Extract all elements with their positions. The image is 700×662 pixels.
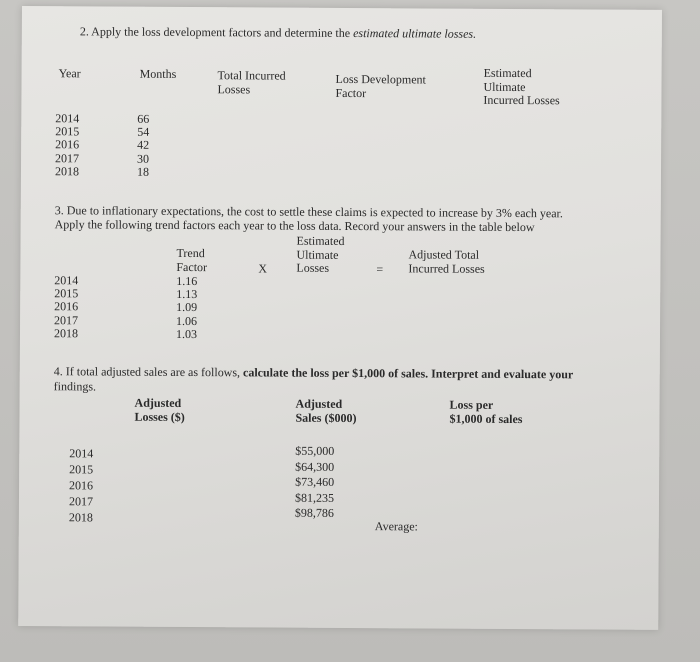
q4-sales-column — [295, 444, 334, 522]
q3-equals-sign: = — [376, 262, 384, 277]
q3-trend-factor: 1.16 — [176, 273, 198, 289]
q4-sales-value: $55,000 — [295, 443, 335, 458]
q2-header-estimated: Estimated Ultimate Incurred Losses — [483, 65, 560, 108]
q4-year: 2015 — [69, 462, 94, 477]
q2-header-months: Months — [139, 66, 177, 81]
q4-years-column — [69, 445, 93, 525]
q4-average-label: Average: — [374, 519, 418, 534]
q3-prompt-line1: 3. Due to inflationary expectations, the cost to settle these claims is expected to increase by 3% each year. — [54, 203, 563, 221]
q2-number: 2. — [79, 24, 89, 39]
q2-months-value: 30 — [137, 151, 150, 166]
q3-header-adjusted: Adjusted Total Incurred Losses — [408, 247, 485, 276]
q3-trend-factors-column — [176, 275, 197, 341]
q2-year: 2014 — [55, 111, 80, 126]
q4-sales-value: $64,300 — [295, 459, 335, 474]
q2-months-value: 42 — [137, 138, 150, 153]
q2-year: 2018 — [54, 164, 80, 179]
q2-header-year: Year — [58, 66, 81, 81]
q3-year: 2014 — [54, 273, 79, 288]
q4-header-adjusted-losses: Adjusted Losses ($) — [134, 395, 185, 424]
q3-year: 2016 — [54, 299, 79, 314]
q3-prompt-line2: Apply the following trend factors each year to the loss data. Record your answers in the table below — [54, 217, 535, 235]
q3-header-estimated: Estimated Ultimate Losses — [296, 233, 345, 275]
q2-text: Apply the loss development factors and determine the — [91, 24, 351, 41]
q4-prompt-line2: findings. — [53, 379, 97, 394]
q2-year: 2016 — [55, 137, 80, 152]
q3-years-column — [54, 274, 78, 340]
q2-months-value: 66 — [137, 111, 150, 126]
q4-year: 2017 — [68, 494, 94, 509]
q2-months-value: 18 — [136, 164, 150, 179]
q4-year: 2018 — [68, 510, 93, 525]
q4-header-adjusted-sales: Adjusted Sales ($000) — [295, 396, 357, 425]
q2-years-column — [55, 112, 79, 178]
q3-trend-factor: 1.06 — [176, 313, 198, 328]
q4-sales-value: $73,460 — [295, 474, 335, 489]
q4-header-loss-per-1000: Loss per $1,000 of sales — [449, 397, 523, 426]
q2-header-ldf: Loss Development Factor — [335, 71, 426, 100]
q4-year: 2016 — [69, 478, 94, 493]
q2-year: 2017 — [55, 150, 80, 165]
q2-year: 2015 — [55, 124, 80, 139]
q4-sales-value: $98,786 — [294, 505, 334, 520]
q3-year: 2018 — [53, 326, 79, 341]
q4-sales-value: $81,235 — [294, 490, 335, 505]
q3-trend-factor: 1.03 — [175, 326, 198, 341]
q3-trend-factor: 1.13 — [176, 287, 198, 302]
q3-year: 2017 — [54, 312, 79, 327]
q3-header-trend: Trend Factor — [176, 245, 208, 274]
q3-year: 2015 — [54, 286, 79, 301]
q2-months-column — [137, 113, 149, 179]
q3-trend-factor: 1.09 — [176, 300, 198, 315]
q2-header-total-incurred: Total Incurred Losses — [217, 68, 286, 96]
q2-prompt — [80, 24, 476, 40]
worksheet-page — [18, 6, 662, 630]
q2-months-value: 54 — [137, 124, 150, 139]
q3-times-sign: X — [258, 261, 268, 276]
q2-emphasis: estimated ultimate losses. — [353, 26, 477, 41]
q4-year: 2014 — [69, 446, 94, 461]
q4-prompt-line1: 4. If total adjusted sales are as follows, calculate the loss per $1,000 of sales. Interpret and evaluate your — [53, 364, 574, 382]
